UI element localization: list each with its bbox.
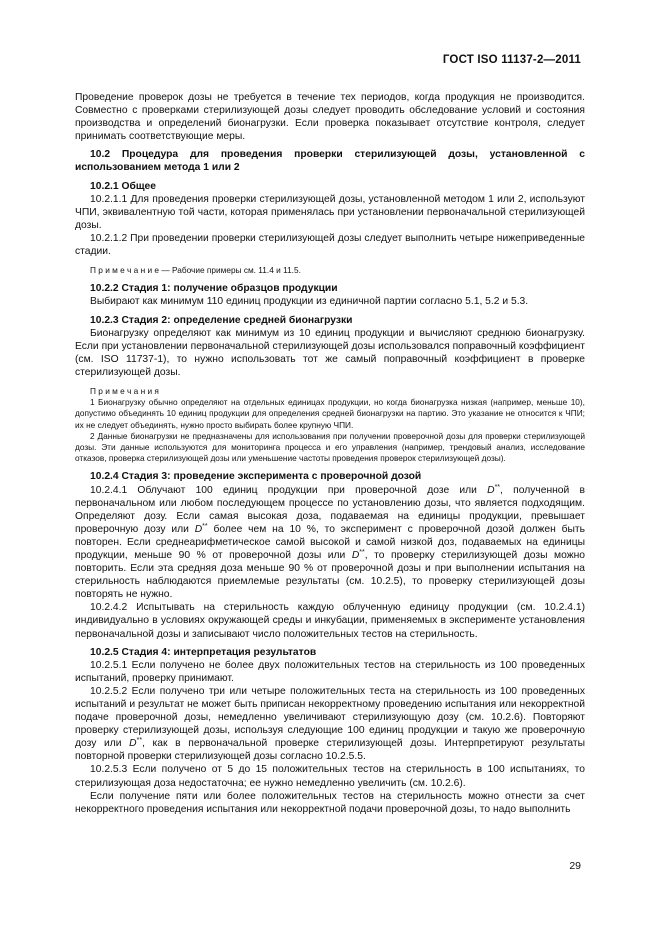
text-segment: , как в первоначальной проверке стерилизующей дозы. Интерпретируют результаты повторной проверки стерилизующей дозы согласно 10.2.5.5. [75, 738, 585, 763]
dose-superscript: ** [494, 483, 501, 491]
text-segment: , полученной в первоначальном или любом последующем процессе по установлению дозы, что является подходящим. Определяют дозу. Если самая высокая доза, подаваемая на единицы продукции, превышает проверочную дозу или [75, 484, 585, 535]
document-header: ГОСТ ISO 11137-2—2011 [442, 54, 581, 66]
section-heading-10-2-5: 10.2.5 Стадия 4: интерпретация результатов [90, 646, 317, 658]
text-segment: 10.2.4.1 Облучают 100 единиц продукции при проверочной дозе или [90, 484, 488, 496]
paragraph-10-2-5-1: 10.2.5.1 Если получено не более двух положительных тестов на стерильность из 100 проведенных испытаний, проверку принимают. [75, 659, 585, 684]
text-segment: более чем на 10 %, то эксперимент с проверочной дозой должен быть повторен. Если среднеарифметическое самой высокой и самой низкой доз, подаваемых на единицы продукции, меньше 90 % от проверочной дозы или [75, 523, 585, 561]
paragraph-10-2-4-2: 10.2.4.2 Испытывать на стерильность каждую облученную единицу продукции (см. 10.2.4.1) индивидуально в условиях окружающей среды и инкубации, применяемых в эксперименте установления первоначальной дозы и записывают число положительных тестов на стерильность. [75, 602, 585, 640]
notes-label: П р и м е ч а н и я [90, 385, 159, 396]
note-1: 1 Бионагрузку обычно определяют на отдельных единицах продукции, но когда бионагрузка низкая (например, меньше 10), допустимо объединять 10 единиц продукции для определения средней бионагрузки на партию. Это указание не относится к ЧПИ; их не следует объединять, нужно просто выбирать более крупную ЧПИ. [75, 397, 585, 430]
dose-superscript: ** [202, 522, 208, 530]
paragraph-continuation: Если получение пяти или более положительных тестов на стерильность можно отнести за счет некорректного проведения испытания или некорректной подачи проверочной дозы, то надо выполнить [75, 790, 585, 815]
note-2: 2 Данные бионагрузки не предназначены для использования при получении проверочной дозы для проверки стерилизующей дозы. Эти данные используются для мониторинга процесса и его управления (например, трендовый анализ, исследование отказов, проверка стерилизующей дозы или уменьшение частоты проведения проверок стерилизующей дозы). [75, 430, 585, 464]
dose-superscript: ** [359, 548, 365, 556]
page-content [75, 91, 585, 816]
section-heading-10-2-1: 10.2.1 Общее [90, 180, 156, 192]
note-label: П р и м е ч а н и е [90, 265, 160, 276]
section-heading-10-2-4: 10.2.4 Стадия 3: проведение эксперимента с проверочной дозой [90, 471, 422, 483]
page-number: 29 [569, 860, 581, 872]
paragraph-10-2-4-1 [75, 484, 585, 602]
paragraph-10-2-5-2 [75, 685, 585, 764]
dose-symbol: D [487, 484, 495, 496]
dose-symbol: D [194, 523, 203, 535]
paragraph-10-2-1-1: 10.2.1.1 Для проведения проверки стерилизующей дозы, установленной методом 1 или 2, используют ЧПИ, эквивалентную той части, которая применялась при установлении первоначальной стерилизующей дозы. [75, 193, 585, 231]
paragraph-intro: Проведение проверок дозы не требуется в течение тех периодов, когда продукция не производится. Совместно с проверками стерилизующей дозы следует проводить обследование условий и состояния производства и определений бионагрузки. Если проверка показывает отсутствие контроля, следует принимать соответствующие меры. [75, 92, 585, 143]
section-heading-10-2-3: 10.2.3 Стадия 2: определение средней бионагрузки [90, 314, 353, 326]
dose-symbol: D [351, 549, 360, 561]
text-segment: , то проверку стерилизующей дозы можно повторить. Если эта средняя доза меньше 90 % от проверочной дозы и при выполнении испытания на стерильность наблюдаются приемлемые результаты (см. 10.2.5), то проверку стерилизующей дозы повторять не нужно. [75, 549, 586, 601]
note-example-ref [75, 265, 585, 276]
paragraph-10-2-1-2: 10.2.1.2 При проведении проверки стерилизующей дозы следует выполнить четыре нижеприведенные стадии. [75, 232, 585, 258]
dose-superscript: ** [136, 737, 143, 745]
text-segment: 10.2.5.2 Если получено три или четыре положительных теста на стерильность из 100 проведенных испытаний и результат не может быть приписан некорректному проведению испытания или некорректной подаче проверочной дозы, немедленно увеличивают стерилизующую дозу (см. 10.2.6). Повторяют проверку стерилизующей дозы, используя следующие 100 единиц продукции и такую же проверочную дозу или [75, 685, 585, 750]
section-heading-10-2-2: 10.2.2 Стадия 1: получение образцов продукции [90, 283, 338, 295]
section-heading-10-2: 10.2 Процедура для проведения проверки стерилизующей дозы, установленной с использованием метода 1 или 2 [75, 149, 585, 174]
paragraph-10-2-3: Бионагрузку определяют как минимум из 10 единиц продукции и вычисляют среднюю бионагрузку. Если при установлении первоначальной стерилизующей дозы использовался поправочный коэффициент (см. ISO 11737-1), то нужно использовать тот же самый поправочный коэффициент в проверке стерилизующей дозы. [75, 327, 585, 378]
note-text: — Рабочие примеры см. 11.4 и 11.5. [159, 265, 301, 276]
dose-symbol: D [129, 738, 137, 750]
paragraph-10-2-2: Выбирают как минимум 110 единиц продукции из единичной партии согласно 5.1, 5.2 и 5.3. [90, 296, 529, 308]
paragraph-10-2-5-3: 10.2.5.3 Если получено от 5 до 15 положительных тестов на стерильность в 100 испытаниях, то стерилизующая доза недостаточна; ее нужно немедленно увеличить (см. 10.2.6). [75, 764, 585, 789]
